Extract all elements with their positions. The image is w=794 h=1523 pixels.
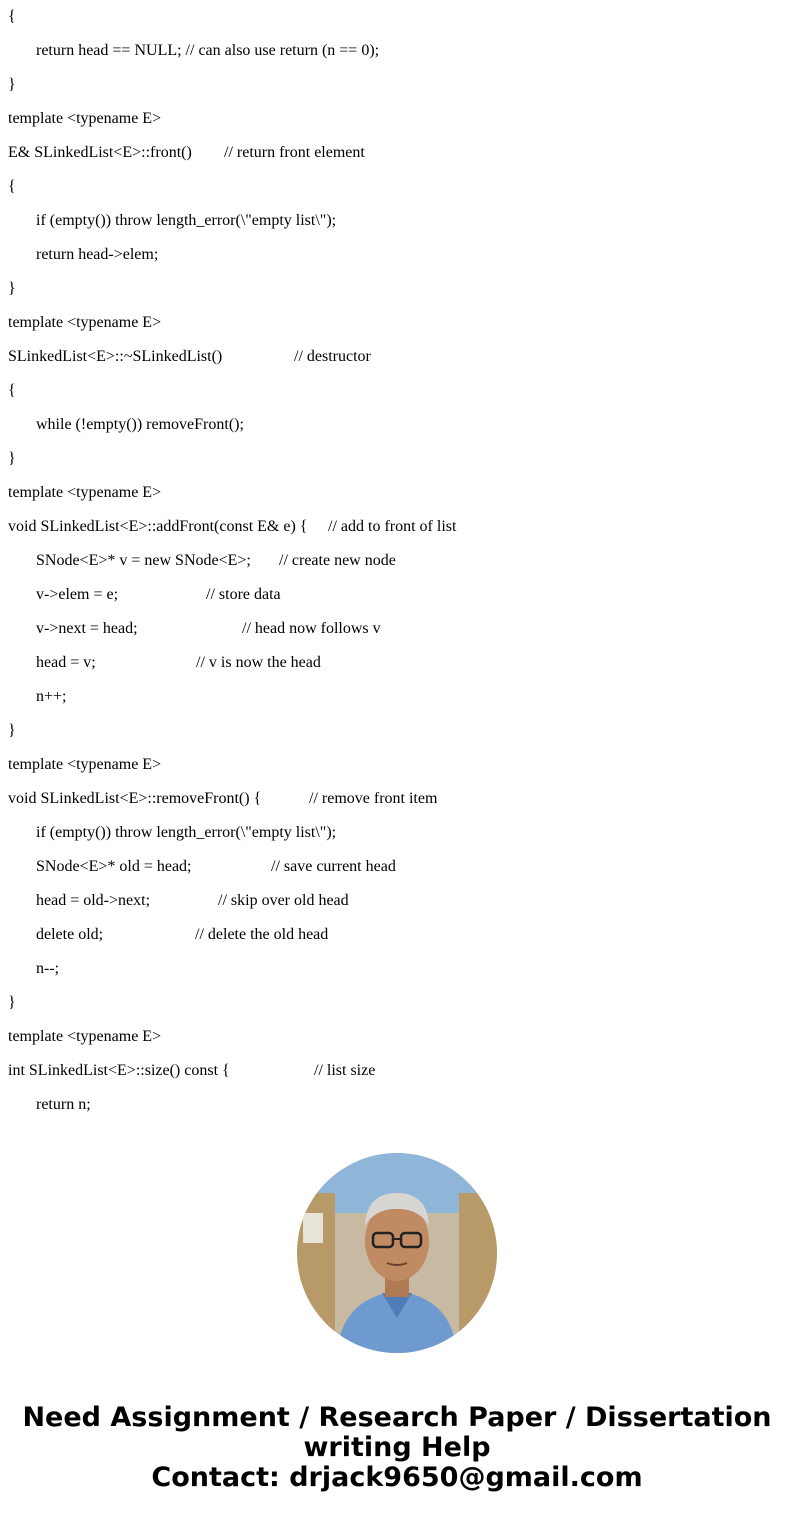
code-text: template <typename E> xyxy=(8,110,162,127)
code-comment: // head now follows v xyxy=(242,620,381,637)
code-text: } xyxy=(8,280,16,297)
code-line xyxy=(8,7,16,27)
banner-contact: Contact: drjack9650@gmail.com xyxy=(151,1462,643,1493)
code-text: return head->elem; xyxy=(36,246,159,263)
code-text: void SLinkedList<E>::removeFront() { xyxy=(8,790,262,807)
code-line xyxy=(36,1095,91,1115)
author-photo xyxy=(297,1153,497,1353)
code-line xyxy=(8,721,16,741)
code-line xyxy=(36,41,379,61)
code-line xyxy=(8,109,161,129)
code-comment: // v is now the head xyxy=(196,654,321,671)
code-text: v->elem = e; xyxy=(36,586,119,603)
code-line xyxy=(36,857,396,877)
code-line xyxy=(36,619,381,639)
banner-subheadline: writing Help xyxy=(303,1432,491,1463)
code-comment: // destructor xyxy=(294,348,371,365)
code-comment: // save current head xyxy=(271,858,396,875)
code-text: return head == NULL; // can also use return (n == 0); xyxy=(36,42,380,59)
code-line xyxy=(36,415,244,435)
code-text: } xyxy=(8,76,16,93)
code-text: head = old->next; xyxy=(36,892,151,909)
code-line xyxy=(36,245,158,265)
code-line xyxy=(8,313,161,333)
code-comment: // store data xyxy=(206,586,281,603)
code-line xyxy=(8,1061,376,1081)
code-text: } xyxy=(8,722,16,739)
code-text: E& SLinkedList<E>::front() xyxy=(8,144,192,161)
code-text: if (empty()) throw length_error(\"empty list\"); xyxy=(36,824,337,841)
code-text: template <typename E> xyxy=(8,756,162,773)
code-line xyxy=(36,925,329,945)
code-text: n++; xyxy=(36,688,67,705)
code-line xyxy=(36,959,59,979)
contact-banner xyxy=(0,1403,794,1493)
code-comment: // add to front of list xyxy=(328,518,457,535)
code-line xyxy=(8,755,161,775)
code-line xyxy=(8,347,371,367)
code-line xyxy=(8,75,16,95)
code-line xyxy=(8,449,16,469)
code-line xyxy=(8,1027,161,1047)
code-line xyxy=(8,517,457,537)
code-comment: // delete the old head xyxy=(195,926,329,943)
code-line xyxy=(8,993,16,1013)
code-text: { xyxy=(8,382,16,399)
code-line xyxy=(8,381,16,401)
code-line xyxy=(8,789,438,809)
code-text: SNode<E>* v = new SNode<E>; xyxy=(36,552,251,569)
banner-headline: Need Assignment / Research Paper / Dissertation xyxy=(22,1402,772,1433)
code-text: SNode<E>* old = head; xyxy=(36,858,192,875)
code-text: head = v; xyxy=(36,654,96,671)
code-line xyxy=(36,687,67,707)
code-comment: // return front element xyxy=(224,144,365,161)
code-line xyxy=(36,823,336,843)
code-text: delete old; xyxy=(36,926,104,943)
code-line xyxy=(36,211,336,231)
code-text: void SLinkedList<E>::addFront(const E& e) { xyxy=(8,518,308,535)
code-line xyxy=(36,585,281,605)
code-text: int SLinkedList<E>::size() const { xyxy=(8,1062,230,1079)
code-line xyxy=(36,551,396,571)
code-text: template <typename E> xyxy=(8,1028,162,1045)
code-line xyxy=(8,143,365,163)
code-text: template <typename E> xyxy=(8,484,162,501)
code-text: n--; xyxy=(36,960,60,977)
code-line xyxy=(8,279,16,299)
code-text: { xyxy=(8,178,16,195)
code-text: } xyxy=(8,450,16,467)
code-comment: // list size xyxy=(314,1062,376,1079)
code-text: { xyxy=(8,8,16,25)
author-photo-illustration xyxy=(297,1153,497,1353)
code-text: if (empty()) throw length_error(\"empty list\"); xyxy=(36,212,337,229)
code-text: v->next = head; xyxy=(36,620,138,637)
code-comment: // skip over old head xyxy=(218,892,349,909)
code-comment: // create new node xyxy=(279,552,396,569)
code-line xyxy=(8,177,16,197)
code-comment: // remove front item xyxy=(309,790,438,807)
code-line xyxy=(8,483,161,503)
code-text: } xyxy=(8,994,16,1011)
code-line xyxy=(36,653,321,673)
code-line xyxy=(36,891,349,911)
code-text: return n; xyxy=(36,1096,91,1113)
code-text: while (!empty()) removeFront(); xyxy=(36,416,244,433)
code-text: template <typename E> xyxy=(8,314,162,331)
code-text: SLinkedList<E>::~SLinkedList() xyxy=(8,348,223,365)
